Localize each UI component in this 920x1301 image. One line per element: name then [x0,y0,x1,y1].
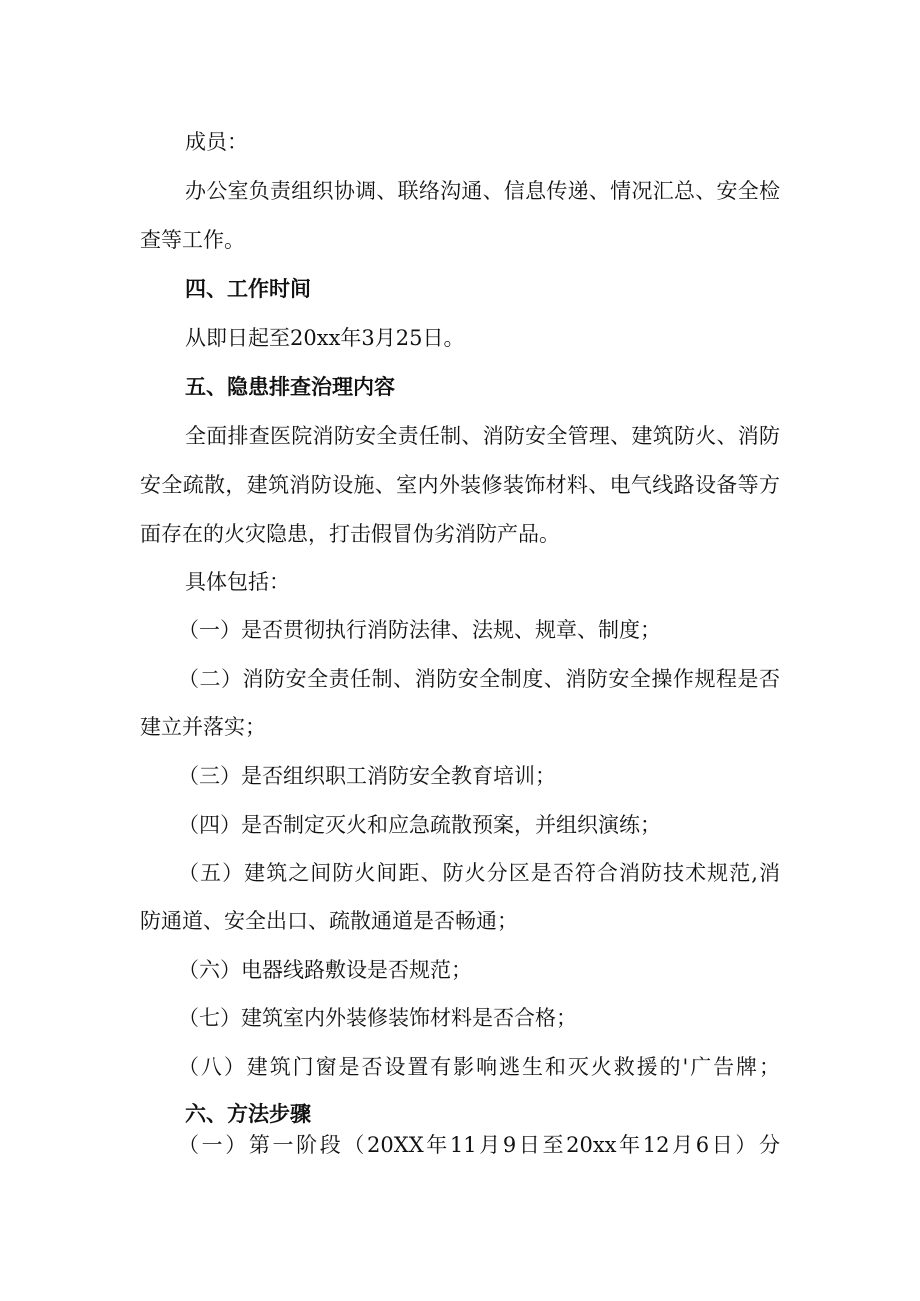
paragraph-line: 安全疏散，建筑消防设施、室内外装修装饰材料、电气线路设备等方 [140,473,780,497]
list-item-continuation: 防通道、安全出口、疏散通道是否畅通； [140,909,518,933]
list-item: （四）是否制定灭火和应急疏散预案，并组织演练； [178,813,661,837]
list-item: （二）消防安全责任制、消防安全制度、消防安全操作规程是否 [178,667,780,691]
list-item: （六）电器线路敷设是否规范； [178,958,472,982]
paragraph-line: 具体包括： [185,570,290,594]
list-item: （八）建筑门窗是否设置有影响逃生和灭火救援的'广告牌； [178,1055,780,1079]
list-item: （五）建筑之间防火间距、防火分区是否符合消防技术规范,消 [178,861,780,885]
paragraph-line: 成员： [185,130,248,154]
paragraph-line: 从即日起至20xx年3月25日。 [185,326,465,350]
list-item: （三）是否组织职工消防安全教育培训； [178,764,556,788]
paragraph-line: 面存在的火灾隐患，打击假冒伪劣消防产品。 [140,522,560,546]
list-item: （一）是否贯彻执行消防法律、法规、规章、制度； [178,618,661,642]
paragraph-line: 办公室负责组织协调、联络沟通、信息传递、情况汇总、安全检 [185,179,780,203]
list-item-continuation: 建立并落实； [140,715,266,739]
list-item: （一）第一阶段（20XX年11月9日至20xx年12月6日）分 [178,1133,780,1157]
list-item: （七）建筑室内外装修装饰材料是否合格； [178,1006,577,1030]
section-heading: 四、工作时间 [185,276,311,301]
section-heading: 六、方法步骤 [185,1101,311,1126]
section-heading: 五、隐患排查治理内容 [185,374,395,399]
paragraph-line: 查等工作。 [140,228,245,252]
paragraph-line: 全面排查医院消防安全责任制、消防安全管理、建筑防火、消防 [185,424,780,448]
